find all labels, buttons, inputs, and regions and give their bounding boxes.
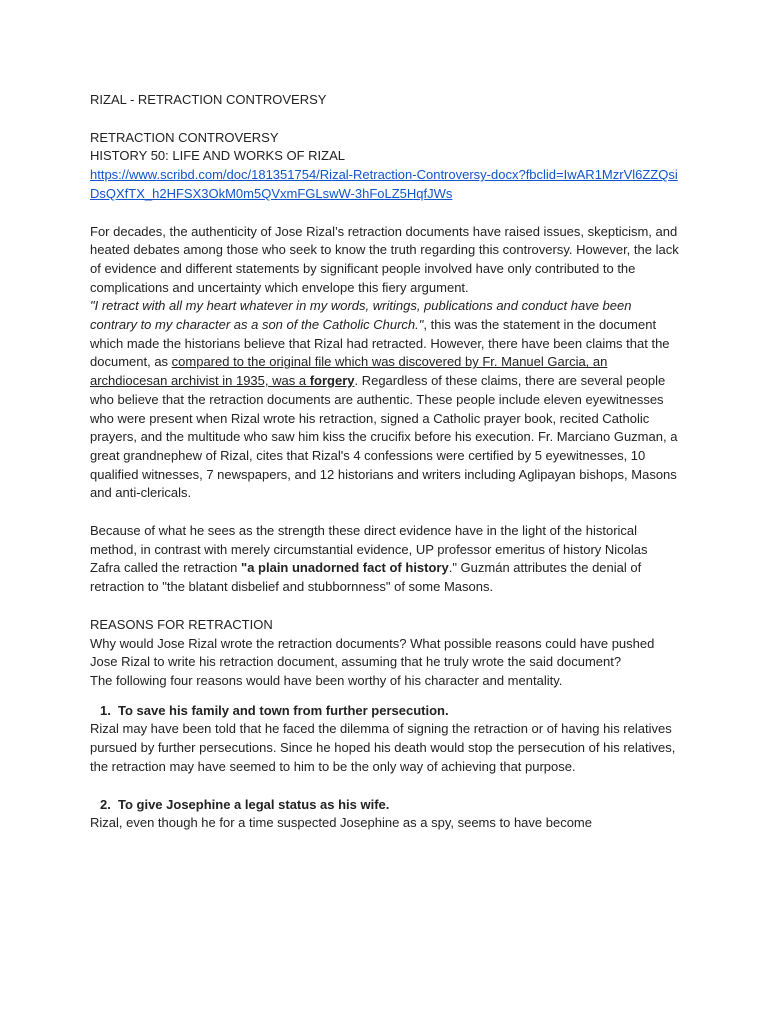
section-heading: RETRACTION CONTROVERSY [90, 129, 279, 145]
zafra-paragraph [90, 522, 680, 597]
retraction-paragraph [90, 297, 680, 503]
forgery-word: forgery [309, 373, 355, 389]
reason-body: Rizal may have been told that he faced the dilemma of signing the retraction or of having his relatives pursued by further persecutions. Since he hoped his death would stop the persecution of his relatives, the retraction may have seemed to him to be the only way of achieving that purpose. [90, 721, 676, 774]
reason-number: 1. [100, 702, 111, 718]
retraction-text-b: . Regardless of these claims, there are several people who believe that the retraction documents are authentic. These people include eleven eyewitnesses who were present when Rizal wrote his retraction, signed a Catholic prayer book, recited Catholic prayers, and the multitude who saw him kiss the crucifix before his execution. Fr. Marciano Guzman, a great grandnephew of Rizal, cites that Rizal's 4 confessions were certified by 5 eyewitnesses, 10 qualified witnesses, 7 newspapers, and 12 historians and writers including Aglipayan bishops, Masons and anti-clericals. [90, 373, 678, 501]
reasons-list [90, 702, 680, 721]
reason-title: To give Josephine a legal status as his wife. [118, 796, 390, 812]
reasons-intro: Why would Jose Rizal wrote the retraction documents? What possible reasons could have pushed Jose Rizal to write his retraction document, assuming that he truly wrote the said document? [90, 635, 655, 670]
source-link[interactable]: https://www.scribd.com/doc/181351754/Rizal-Retraction-Controversy-docx?fbclid=IwAR1MzrVl6ZZQsiDsQXfTX_h2HFSX3OkM0m5QVxmFGLswW-3hFoLZ5HqfJWs [90, 167, 678, 201]
reasons-heading: REASONS FOR RETRACTION [90, 616, 273, 632]
zafra-text-a: Because of what he sees as the strength these direct evidence have in the light of the historical method, in contrast with merely circumstantial evidence, UP professor emeritus of history Nicolas Zafra called the retraction [90, 523, 648, 576]
intro-paragraph: For decades, the authenticity of Jose Rizal’s retraction documents have raised issues, skepticism, and heated debates among those who seek to know the truth regarding this controversy. However, the lack of evidence and different statements by significant people involved have only contributed to the complications and uncertainty which envelope this fiery argument. [90, 223, 679, 295]
reason-body: Rizal, even though he for a time suspected Josephine as a spy, seems to have become [90, 815, 592, 831]
zafra-bold-quote: "a plain unadorned fact of history [241, 560, 449, 576]
document-title: RIZAL - RETRACTION CONTROVERSY [90, 92, 327, 107]
reason-number: 2. [100, 796, 111, 812]
zafra-text-b: ." Guzmán attributes the denial of retraction to "the blatant disbelief and stubbornness" of some Masons. [90, 560, 642, 595]
reasons-list-2 [90, 796, 680, 815]
course-title: HISTORY 50: LIFE AND WORKS OF RIZAL [90, 148, 346, 164]
document-body [90, 91, 680, 833]
reasons-lead: The following four reasons would have been worthy of his character and mentality. [90, 672, 563, 688]
reason-title: To save his family and town from further persecution. [118, 702, 449, 718]
retraction-quote: "I retract with all my heart whatever in my words, writings, publications and conduct have been contrary to my character as a son of the Catholic Church." [90, 298, 632, 333]
source-link-line [90, 166, 680, 203]
underlined-claim: compared to the original file which was discovered by Fr. Manuel Garcia, an archdiocesan archivist in 1935, was a [90, 354, 608, 389]
reason-item [90, 702, 680, 721]
retraction-text-a: , this was the statement in the document which made the historians believe that Rizal had retracted. However, there have been claims that the document, as [90, 317, 670, 370]
reason-item [90, 796, 680, 815]
